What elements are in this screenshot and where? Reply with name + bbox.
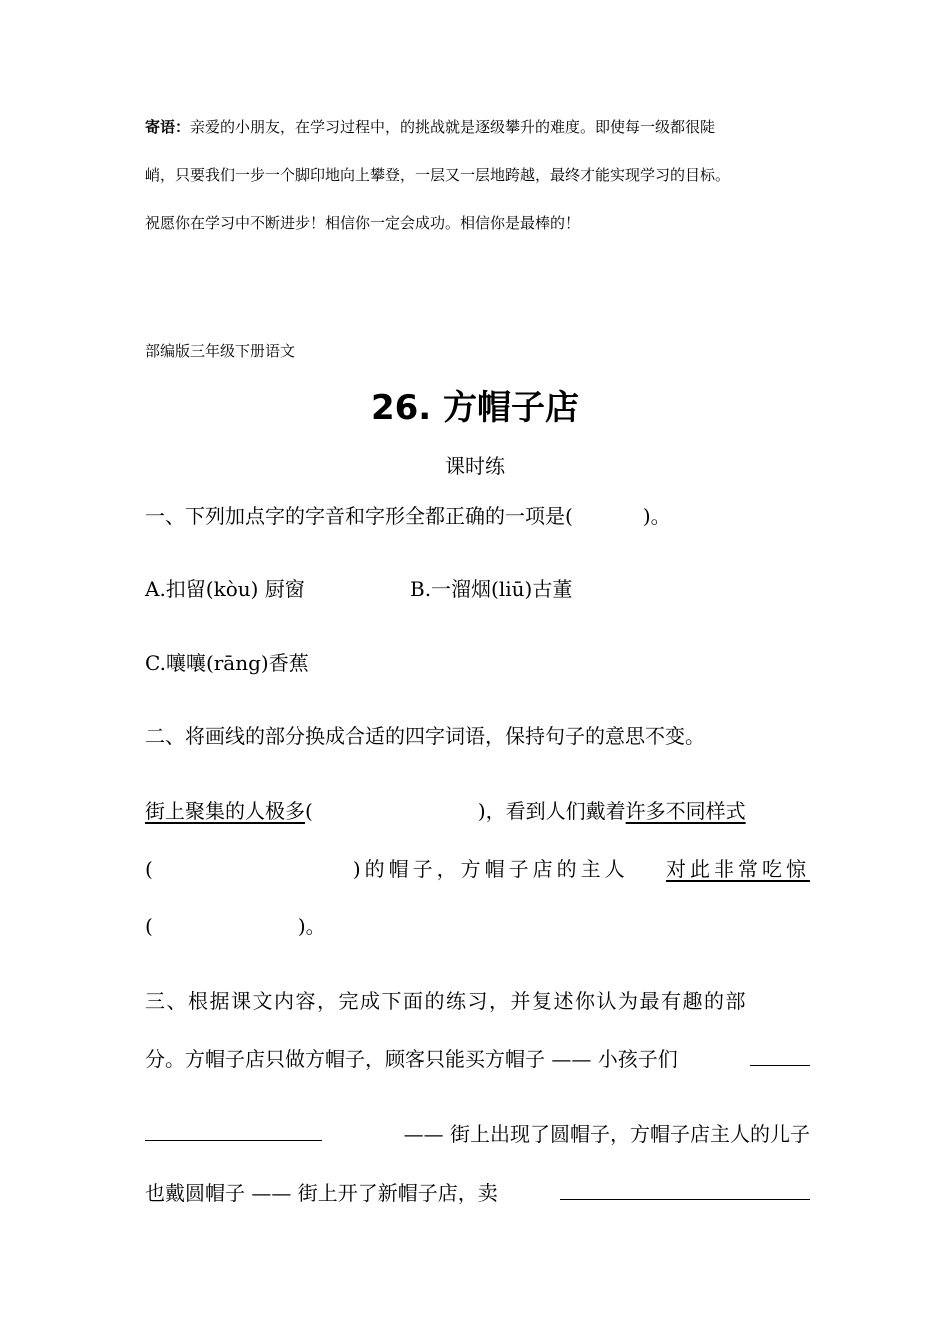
q1-option-c: C.嚷嚷(rāng)香蕉: [145, 651, 309, 675]
q1-stem-end: )。: [642, 504, 671, 528]
q3-line-2: [145, 1043, 810, 1072]
q2-text-3: )。: [297, 914, 326, 938]
q3-blank-2[interactable]: [145, 1118, 322, 1141]
greeting-text-1: 亲爱的小朋友，在学习过程中，的挑战就是逐级攀升的难度。即使每一级都很陡: [190, 118, 716, 136]
q2-text-1: )，看到人们戴着: [477, 799, 626, 823]
q2-stem: 二、将画线的部分换成合适的四字词语，保持句子的意思不变。: [145, 724, 705, 748]
q3-line-1: 三、根据课文内容，完成下面的练习，并复述你认为最有趣的部: [145, 989, 747, 1013]
q2-line-1: [145, 795, 746, 824]
q3-line-3: [145, 1118, 810, 1147]
q3-blank-3[interactable]: [560, 1177, 810, 1200]
book-label: 部编版三年级下册语文: [145, 342, 296, 360]
q2-line-2: [145, 853, 810, 882]
q3-text-3: —— 街上出现了圆帽子，方帽子店主人的儿子: [403, 1122, 810, 1146]
page-subtitle: 课时练: [445, 454, 505, 478]
q1-option-b: B.一溜烟(liū)古董: [410, 577, 573, 601]
q2-line-3: [145, 910, 326, 939]
greeting-line-2: 峭，只要我们一步一个脚印地向上攀登，一层又一层地跨越，最终才能实现学习的目标。: [145, 166, 731, 184]
q1-option-a: A.扣留(kòu) 厨窗: [145, 577, 305, 601]
q2-paren-3: (: [145, 914, 153, 938]
q1-stem-text: 一、下列加点字的字音和字形全都正确的一项是(: [145, 504, 573, 528]
q2-paren-1: (: [305, 799, 313, 823]
greeting-label: 寄语：: [145, 118, 191, 136]
q3-line-4: [145, 1177, 810, 1206]
page-title: 26. 方帽子店: [370, 388, 580, 428]
q2-underline-1: 街上聚集的人极多: [145, 799, 305, 823]
q2-underline-3: 对此非常吃惊: [666, 857, 810, 881]
q3-text-2: 分。方帽子店只做方帽子，顾客只能买方帽子 —— 小孩子们: [145, 1047, 678, 1071]
q2-paren-2-wrap: [145, 853, 629, 882]
q1-stem: [145, 500, 671, 529]
q2-paren-2: (: [145, 857, 153, 881]
q3-blank-1[interactable]: [750, 1043, 810, 1066]
q3-text-4: 也戴圆帽子 —— 街上开了新帽子店，卖: [145, 1181, 498, 1205]
q2-text-2: )的帽子，方帽子店的主人: [352, 857, 629, 881]
greeting-line-1: [145, 116, 810, 137]
greeting-line-3: 祝愿你在学习中不断进步！相信你一定会成功。相信你是最棒的！: [145, 214, 581, 232]
q2-underline-2: 许多不同样式: [625, 799, 746, 823]
